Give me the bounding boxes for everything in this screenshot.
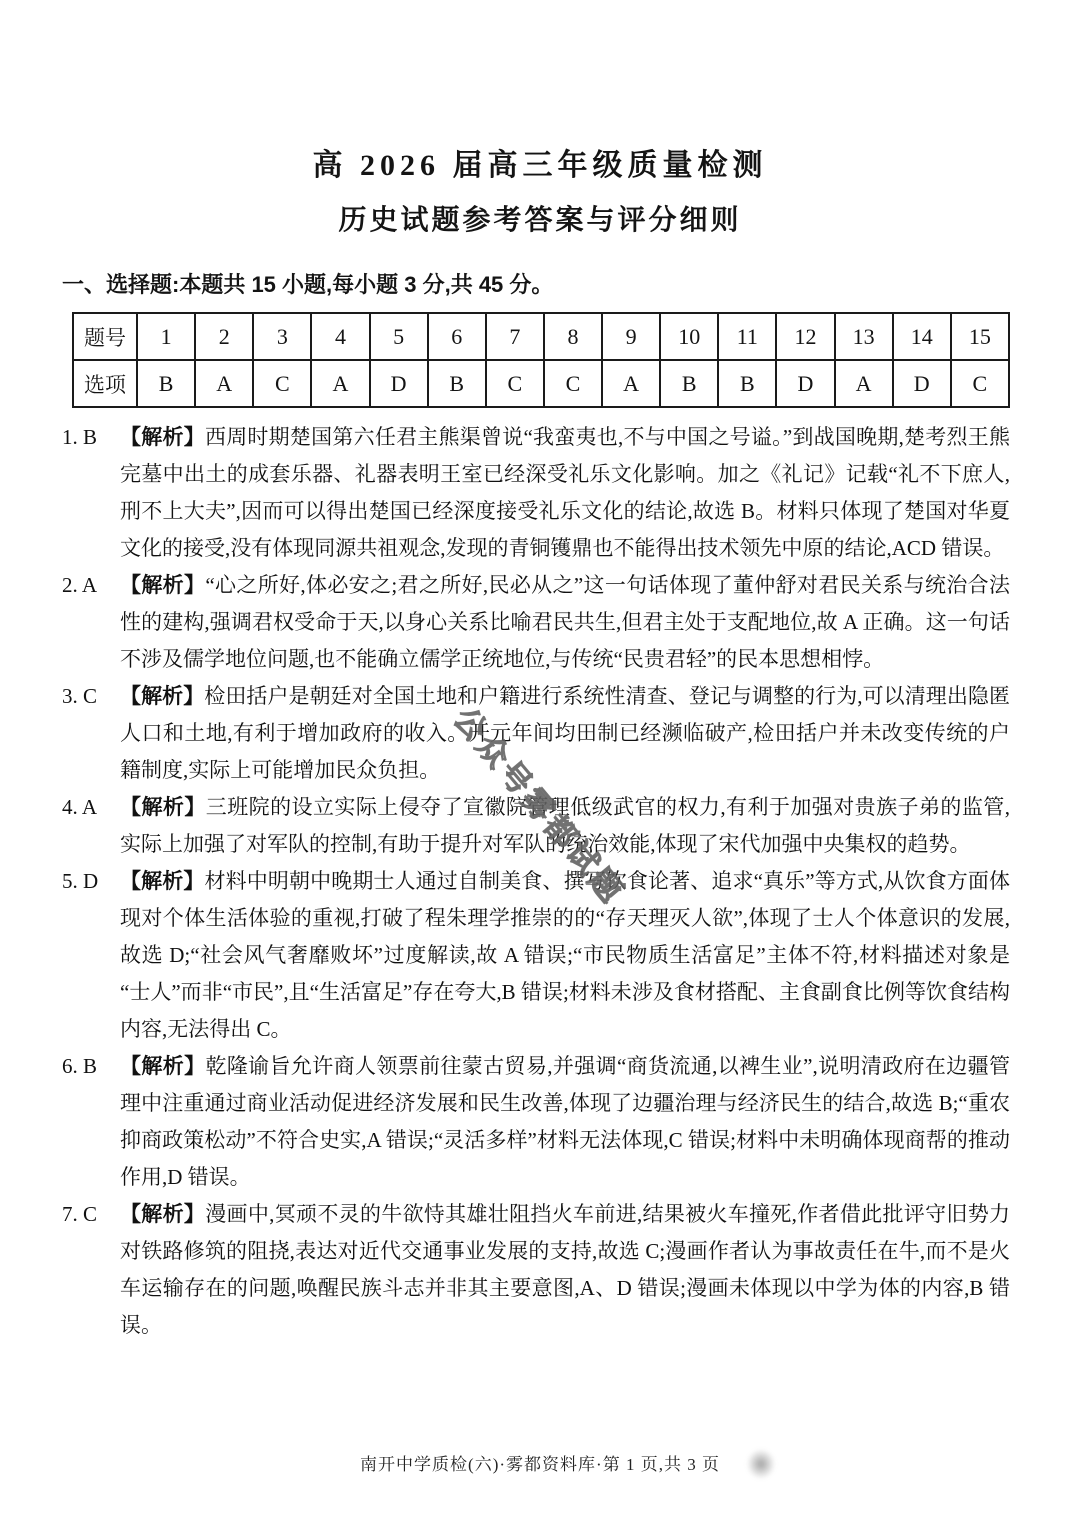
answer-cell: B (718, 360, 776, 407)
question-number-cell: 14 (893, 313, 951, 360)
question-number-cell: 3 (253, 313, 311, 360)
explanation-text: 漫画中,冥顽不灵的牛欲恃其雄壮阻挡火车前进,结果被火车撞死,作者借此批评守旧势力对铁路修筑的阻挠,表达对近代交通事业发展的支持,故选 C;漫画作者认为事故责任在牛,而不是火车运输存在的问题,唤醒民族斗志并非其主要意图,A、D 错误;漫画未体现以中学为体的内容,B 错误。 (120, 1202, 1010, 1337)
answer-cell: C (253, 360, 311, 407)
explanation-label: 【解析】 (120, 574, 206, 597)
explanation-label: 【解析】 (120, 1203, 206, 1226)
page-footer: 南开中学质检(六)·雾都资料库·第 1 页,共 3 页 (360, 1455, 720, 1474)
explanation-number: 6. B (62, 1054, 98, 1078)
section-heading: 一、选择题:本题共 15 小题,每小题 3 分,共 45 分。 (62, 272, 554, 297)
answer-table (72, 312, 1010, 408)
explanation-text: 三班院的设立实际上侵夺了宣徽院管理低级武官的权力,有利于加强对贵族子弟的监管,实际上加强了对军队的控制,有助于提升对军队的统治效能,体现了宋代加强中央集权的趋势。 (120, 795, 1011, 856)
explanation-label: 【解析】 (120, 426, 205, 449)
answer-cell: A (195, 360, 253, 407)
question-number-cell: 5 (370, 313, 428, 360)
explanation-label: 【解析】 (120, 870, 205, 893)
explanation-number: 2. A (62, 573, 98, 597)
table-row-question-numbers (73, 313, 1009, 360)
explanation-number: 3. C (62, 684, 98, 708)
answer-cell: C (544, 360, 602, 407)
question-number-cell: 7 (486, 313, 544, 360)
explanation-text: 乾隆谕旨允许商人领票前往蒙古贸易,并强调“商货流通,以裨生业”,说明清政府在边疆管理中注重通过商业活动促进经济发展和民生改善,体现了边疆治理与经济民生的结合,故选 B;“重农抑商政策松动”不符合史实,A 错误;“灵活多样”材料无法体现,C 错误;材料中未明确体现商帮的推动作用,D 错误。 (120, 1054, 1010, 1189)
answer-cell: B (137, 360, 195, 407)
question-number-cell: 10 (660, 313, 718, 360)
explanation-label: 【解析】 (120, 685, 205, 708)
explanation-text: 材料中明朝中晚期士人通过自制美食、撰写饮食论著、追求“真乐”等方式,从饮食方面体现对个体生活体验的重视,打破了程朱理学推崇的的“存天理灭人欲”,体现了士人个体意识的发展,故选 D;“社会风气奢靡败坏”过度解读,故 A 错误;“市民物质生活富足”主体不符,材料描述对象是“士人”而非“市民”,且“生活富足”存在夸大,B 错误;材料未涉及食材搭配、主食副食比例等饮食结构内容,无法得出 C。 (120, 869, 1011, 1041)
question-number-cell: 4 (311, 313, 369, 360)
question-number-cell: 2 (195, 313, 253, 360)
question-number-cell: 1 (137, 313, 195, 360)
row-header-answer: 选项 (73, 360, 137, 407)
answer-cell: C (951, 360, 1009, 407)
answer-cell: D (893, 360, 951, 407)
explanation-item (62, 678, 1010, 789)
explanation-text: 检田括户是朝廷对全国土地和户籍进行系统性清查、登记与调整的行为,可以清理出隐匿人口和土地,有利于增加政府的收入。开元年间均田制已经濒临破产,检田括户并未改变传统的户籍制度,实际上可能增加民众负担。 (120, 684, 1011, 782)
answer-cell: B (428, 360, 486, 407)
explanation-item (62, 419, 1010, 567)
question-number-cell: 8 (544, 313, 602, 360)
table-row-answers (73, 360, 1009, 407)
explanation-item (62, 789, 1010, 863)
question-number-cell: 15 (951, 313, 1009, 360)
answer-cell: A (311, 360, 369, 407)
question-number-cell: 13 (835, 313, 893, 360)
explanation-item (62, 863, 1010, 1048)
answer-cell: A (602, 360, 660, 407)
question-number-cell: 12 (776, 313, 834, 360)
explanation-label: 【解析】 (120, 1055, 206, 1078)
row-header-question-number: 题号 (73, 313, 137, 360)
explanation-number: 5. D (62, 869, 99, 893)
answer-cell: C (486, 360, 544, 407)
answer-cell: A (835, 360, 893, 407)
answer-cell: D (776, 360, 834, 407)
answer-cell: D (370, 360, 428, 407)
explanation-item (62, 1196, 1010, 1344)
explanation-label: 【解析】 (120, 796, 206, 819)
explanation-item (62, 1048, 1010, 1196)
page-title: 高 2026 届高三年级质量检测 (312, 149, 768, 182)
explanation-text: “心之所好,体必安之;君之所好,民必从之”这一句话体现了董仲舒对君民关系与统治合法性的建构,强调君权受命于天,以身心关系比喻君民共生,但君主处于支配地位,故 A 正确。这一句话不涉及儒学地位问题,也不能确立儒学正统地位,与传统“民贵君轻”的民本思想相悖。 (120, 573, 1010, 671)
explanation-number: 1. B (62, 425, 98, 449)
page-subtitle: 历史试题参考答案与评分细则 (338, 204, 742, 235)
explanation-number: 7. C (62, 1202, 98, 1226)
watermark: 公众号雾都试题 (447, 701, 632, 912)
explanations-section (62, 419, 1010, 1344)
explanation-text: 西周时期楚国第六任君主熊渠曾说“我蛮夷也,不与中国之号谥。”到战国晚期,楚考烈王熊完墓中出土的成套乐器、礼器表明王室已经深受礼乐文化影响。加之《礼记》记载“礼不下庶人,刑不上大夫”,因而可以得出楚国已经深度接受礼乐文化的结论,故选 B。材料只体现了楚国对华夏文化的接受,没有体现同源共祖观念,发现的青铜镬鼎也不能得出技术领先中原的结论,ACD 错误。 (120, 425, 1011, 560)
explanation-item (62, 567, 1010, 678)
question-number-cell: 6 (428, 313, 486, 360)
question-number-cell: 11 (718, 313, 776, 360)
explanation-number: 4. A (62, 795, 98, 819)
answer-cell: B (660, 360, 718, 407)
question-number-cell: 9 (602, 313, 660, 360)
